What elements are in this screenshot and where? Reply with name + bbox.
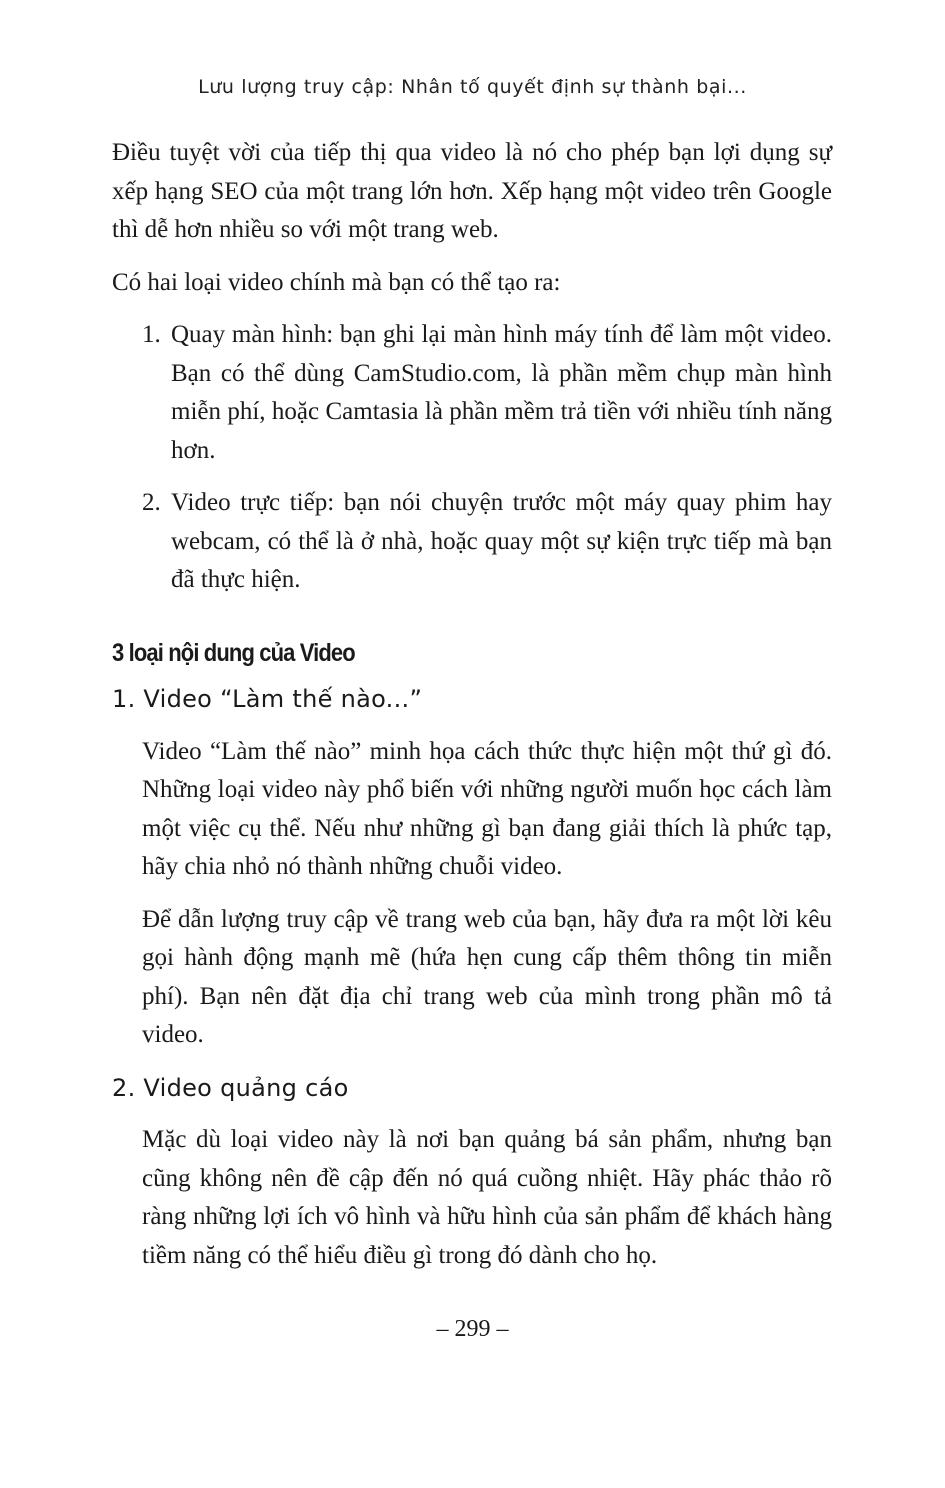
list-item-text: Quay màn hình: bạn ghi lại màn hình máy tính để làm một video. Bạn có thể dùng CamStudio.com, là phần mềm chụp màn hình miễn phí, hoặc Camtasia là phần mềm trả tiền với nhiều tính năng hơn. (171, 321, 832, 464)
video-type-list (112, 316, 832, 600)
subsection-body (112, 1121, 832, 1275)
section-heading: 3 loại nội dung của Video (112, 638, 355, 667)
page-body (112, 134, 832, 1289)
intro-paragraph: Điều tuyệt vời của tiếp thị qua video là nó cho phép bạn lợi dụng sự xếp hạng SEO của một trang lớn hơn. Xếp hạng một video trên Google thì dễ hơn nhiều so với một trang web. (112, 139, 832, 243)
list-item-text: Video trực tiếp: bạn nói chuyện trước một máy quay phim hay webcam, có thể là ở nhà, hoặc quay một sự kiện trực tiếp mà bạn đã thực hiện. (171, 489, 832, 593)
body-paragraph: Mặc dù loại video này là nơi bạn quảng bá sản phẩm, nhưng bạn cũng không nên đề cập đến nó quá cuồng nhiệt. Hãy phác thảo rõ ràng những lợi ích vô hình và hữu hình của sản phẩm để khách hàng tiềm năng có thể hiểu điều gì trong đó dành cho họ. (142, 1126, 832, 1269)
running-header: Lưu lượng truy cập: Nhân tố quyết định sự thành bại... (198, 76, 747, 98)
list-marker: 1. (142, 321, 161, 348)
subsection-title: 2. Video quảng cáo (112, 1073, 349, 1102)
subsection-body (112, 733, 832, 1055)
page-number: – 299 – (436, 1316, 509, 1342)
list-item (142, 316, 832, 470)
body-paragraph: Video “Làm thế nào” minh họa cách thức thực hiện một thứ gì đó. Những loại video này phổ biến với những người muốn học cách làm một việc cụ thể. Nếu như những gì bạn đang giải thích là phức tạp, hãy chia nhỏ nó thành những chuỗi video. (142, 737, 832, 880)
intro-paragraph: Có hai loại video chính mà bạn có thể tạo ra: (112, 268, 561, 296)
list-marker: 2. (142, 489, 161, 516)
list-item (142, 484, 832, 600)
subsection-title: 1. Video “Làm thế nào...” (112, 685, 423, 713)
body-paragraph: Để dẫn lượng truy cập về trang web của bạn, hãy đưa ra một lời kêu gọi hành động mạnh mẽ (hứa hẹn cung cấp thêm thông tin miễn phí). Bạn nên đặt địa chỉ trang web của mình trong phần mô tả video. (142, 905, 832, 1048)
